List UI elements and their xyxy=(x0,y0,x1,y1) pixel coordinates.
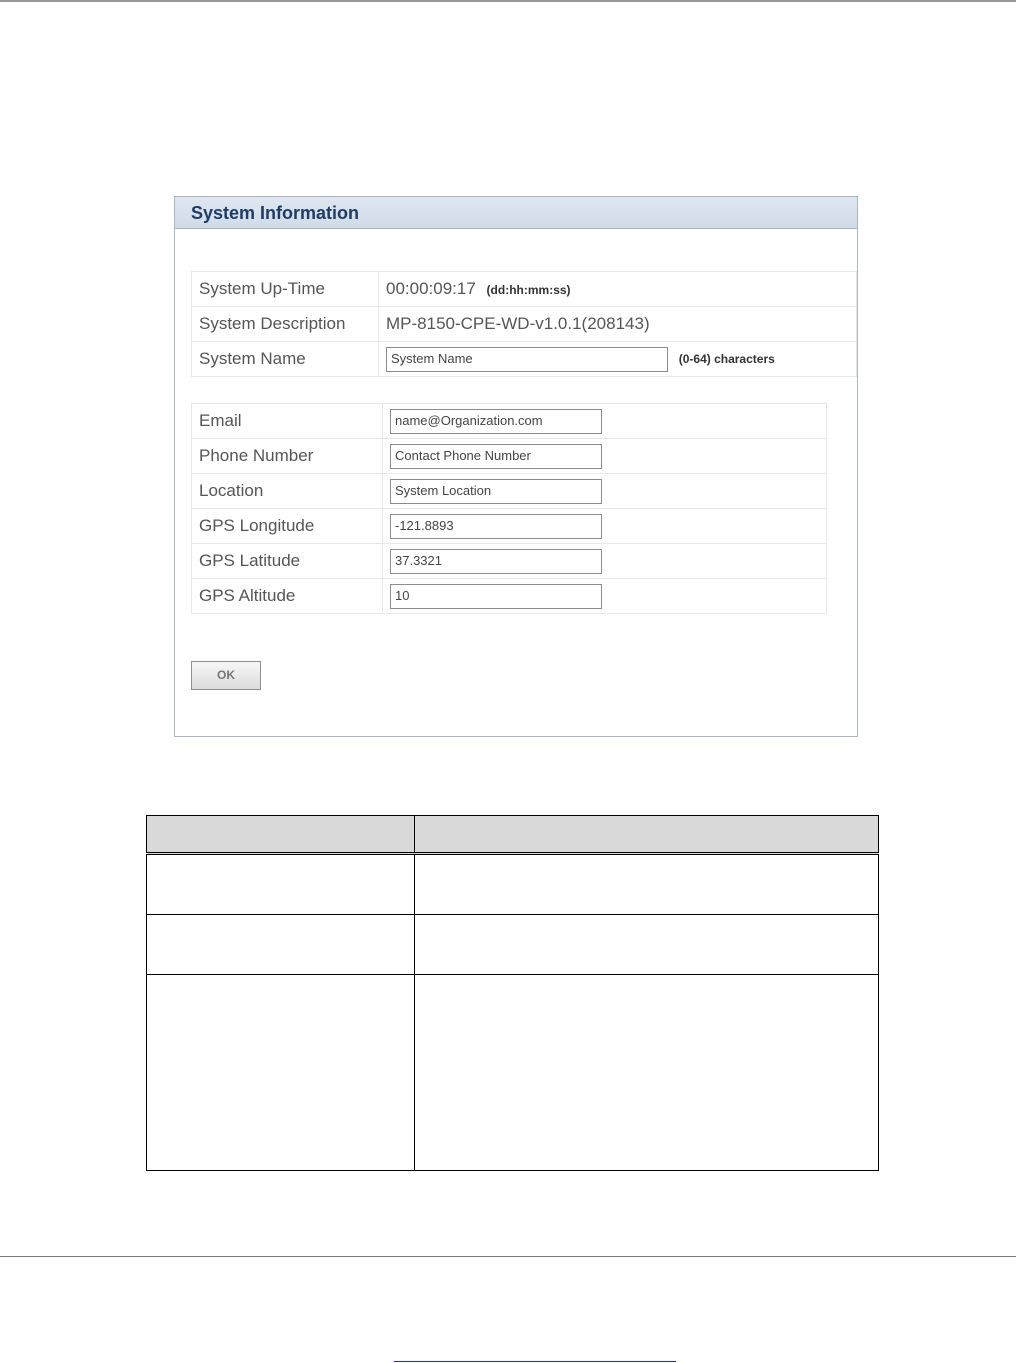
gps-latitude-row xyxy=(192,544,827,579)
uptime-value: 00:00:09:17 xyxy=(386,279,476,298)
gps-altitude-cell xyxy=(383,579,827,614)
gps-latitude-cell xyxy=(383,544,827,579)
system-name-hint: (0-64) characters xyxy=(678,352,775,367)
panel-title: System Information xyxy=(191,203,360,223)
system-name-cell xyxy=(379,342,857,377)
phone-cell xyxy=(383,439,827,474)
gps-altitude-input[interactable]: 10 xyxy=(390,584,602,609)
description-label: System Description xyxy=(192,307,379,342)
bottom-rule xyxy=(0,1256,1016,1257)
location-cell xyxy=(383,474,827,509)
system-name-row xyxy=(192,342,857,377)
table-row xyxy=(147,915,879,975)
gps-longitude-label: GPS Longitude xyxy=(192,509,383,544)
gps-longitude-input[interactable]: -121.8893 xyxy=(390,514,602,539)
phone-row xyxy=(192,439,827,474)
description-value: MP-8150-CPE-WD-v1.0.1(208143) xyxy=(386,314,650,333)
location-label: Location xyxy=(192,474,383,509)
phone-input[interactable]: Contact Phone Number xyxy=(390,444,602,469)
uptime-row xyxy=(192,272,857,307)
ok-button[interactable]: OK xyxy=(191,661,261,690)
location-input[interactable]: System Location xyxy=(390,479,602,504)
system-name-input[interactable]: System Name xyxy=(386,347,668,372)
contact-info-table xyxy=(191,403,827,614)
panel-header xyxy=(175,197,857,229)
table-row xyxy=(147,854,879,915)
uptime-cell xyxy=(379,272,857,307)
email-input[interactable]: name@Organization.com xyxy=(390,409,602,434)
system-name-label: System Name xyxy=(192,342,379,377)
email-label: Email xyxy=(192,404,383,439)
gps-longitude-row xyxy=(192,509,827,544)
phone-label: Phone Number xyxy=(192,439,383,474)
gps-altitude-label: GPS Altitude xyxy=(192,579,383,614)
gps-altitude-row xyxy=(192,579,827,614)
uptime-format: (dd:hh:mm:ss) xyxy=(486,283,571,297)
description-cell xyxy=(379,307,857,342)
gps-longitude-cell xyxy=(383,509,827,544)
description-table-header-cell xyxy=(147,816,415,854)
system-info-table xyxy=(191,271,857,377)
system-information-panel xyxy=(174,196,858,737)
table-cell xyxy=(415,975,879,1171)
email-row xyxy=(192,404,827,439)
uptime-label: System Up-Time xyxy=(192,272,379,307)
top-rule xyxy=(0,0,1016,2)
footer-link-underline[interactable] xyxy=(394,1361,676,1362)
description-table-header xyxy=(147,816,879,854)
location-row xyxy=(192,474,827,509)
description-table xyxy=(146,815,879,1171)
table-cell xyxy=(147,915,415,975)
table-cell xyxy=(415,854,879,915)
gps-latitude-input[interactable]: 37.3321 xyxy=(390,549,602,574)
gps-latitude-label: GPS Latitude xyxy=(192,544,383,579)
table-cell xyxy=(147,854,415,915)
table-cell xyxy=(415,915,879,975)
description-row xyxy=(192,307,857,342)
description-table-header-cell xyxy=(415,816,879,854)
table-cell xyxy=(147,975,415,1171)
email-cell xyxy=(383,404,827,439)
table-row xyxy=(147,975,879,1171)
